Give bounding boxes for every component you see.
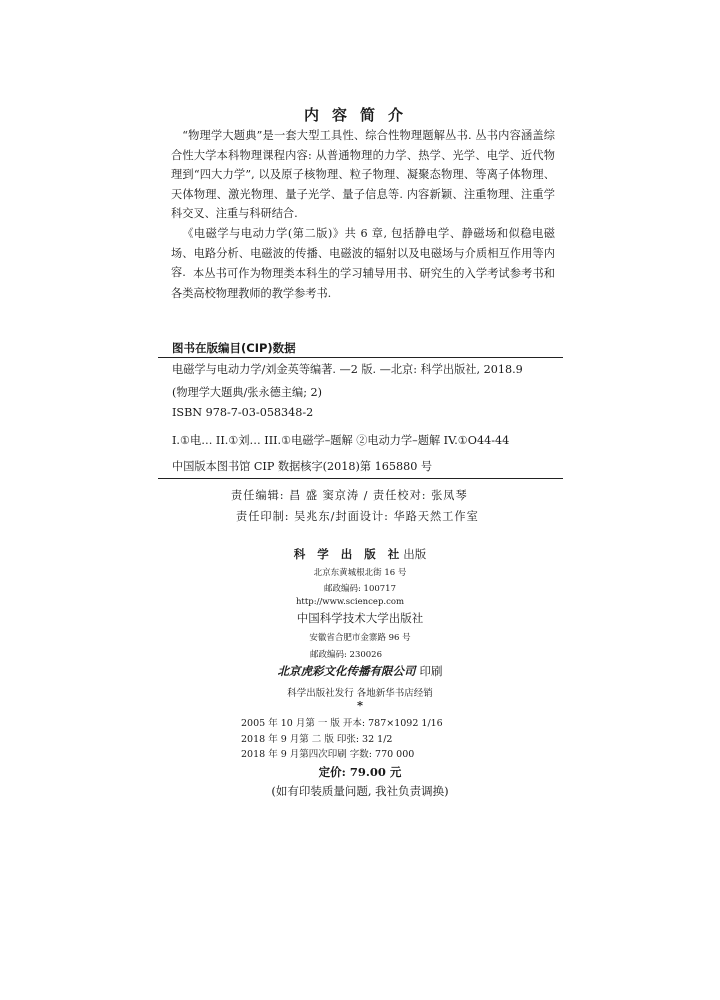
- page-title: 内容简介: [303, 106, 416, 124]
- publisher1-line: [0, 546, 720, 562]
- publisher1-suffix: 出版: [403, 547, 427, 561]
- cip-heading: 图书在版编目(CIP)数据: [172, 341, 296, 355]
- cip-classification: I.①电… II.①刘… III.①电磁学–题解 ②电动力学–题解 IV.①O44-44: [172, 434, 510, 447]
- edition-line-1: 2005 年 10 月第 一 版 开本: 787×1092 1/16: [241, 718, 443, 729]
- cip-top-rule: [158, 357, 563, 358]
- printer-suffix: 印刷: [419, 664, 443, 678]
- quality-notice: (如有印装质量问题, 我社负责调换): [271, 784, 449, 798]
- printer-line: [0, 663, 720, 679]
- intro-paragraph-1: “物理学大题典”是一套大型工具性、综合性物理题解丛书. 丛书内容涵盖综合性大学本科物理课程内容: 从普通物理的力学、热学、光学、电学、近代物理到“四大力学”, 以及原子核物理、粒子物理、凝聚态物理、等离子体物理、天体物理、激光物理、量子光学、量子信息等. 内容新颖、注重物理、注重学科交叉、注重与科研结合.: [171, 129, 555, 220]
- publisher1-url: http://www.sciencep.com: [295, 597, 405, 607]
- cip-line-1: 电磁学与电动力学/刘金英等编著. —2 版. —北京: 科学出版社, 2018.9: [172, 363, 523, 376]
- cip-bottom-rule: [158, 478, 563, 479]
- publisher1-name: 科 学 出 版 社: [293, 547, 404, 561]
- cip-line-2: (物理学大题典/张永德主编; 2): [172, 386, 323, 399]
- intro-paragraph-3: 本丛书可作为物理类本科生的学习辅导用书、研究生的入学考试参考书和各类高校物理教师的教学参考书.: [171, 267, 555, 300]
- publisher2-postcode: 邮政编码: 230026: [309, 650, 382, 660]
- cip-record-number: 中国版本图书馆 CIP 数据核字(2018)第 165880 号: [172, 460, 433, 473]
- publisher1-address: 北京东黄城根北街 16 号: [313, 568, 407, 578]
- edition-line-2: 2018 年 9 月第 二 版 印张: 32 1/2: [241, 734, 393, 745]
- staff-print-design: 责任印制: 吴兆东/封面设计: 华路天然工作室: [236, 510, 479, 523]
- publisher2-name: 中国科学技术大学出版社: [296, 611, 424, 625]
- distribution-line: 科学出版社发行 各地新华书店经销: [287, 688, 433, 699]
- star-separator: *: [356, 698, 363, 712]
- intro-paragraph-2: 《电磁学与电动力学(第二版)》共 6 章, 包括静电学、静磁场和似稳电磁场、电路分析、电磁波的传播、电磁波的辐射以及电磁场与介质相互作用等内容.: [171, 227, 555, 279]
- publisher1-postcode: 邮政编码: 100717: [323, 584, 396, 594]
- cip-isbn: ISBN 978-7-03-058348-2: [172, 406, 314, 419]
- staff-editors: 责任编辑: 昌 盛 窦京涛 / 责任校对: 张凤琴: [231, 489, 468, 502]
- publisher2-address: 安徽省合肥市金寨路 96 号: [309, 633, 411, 643]
- price: 定价: 79.00 元: [318, 765, 402, 779]
- edition-line-3: 2018 年 9 月第四次印刷 字数: 770 000: [241, 749, 415, 760]
- printer-name: 北京虎彩文化传播有限公司: [277, 664, 416, 678]
